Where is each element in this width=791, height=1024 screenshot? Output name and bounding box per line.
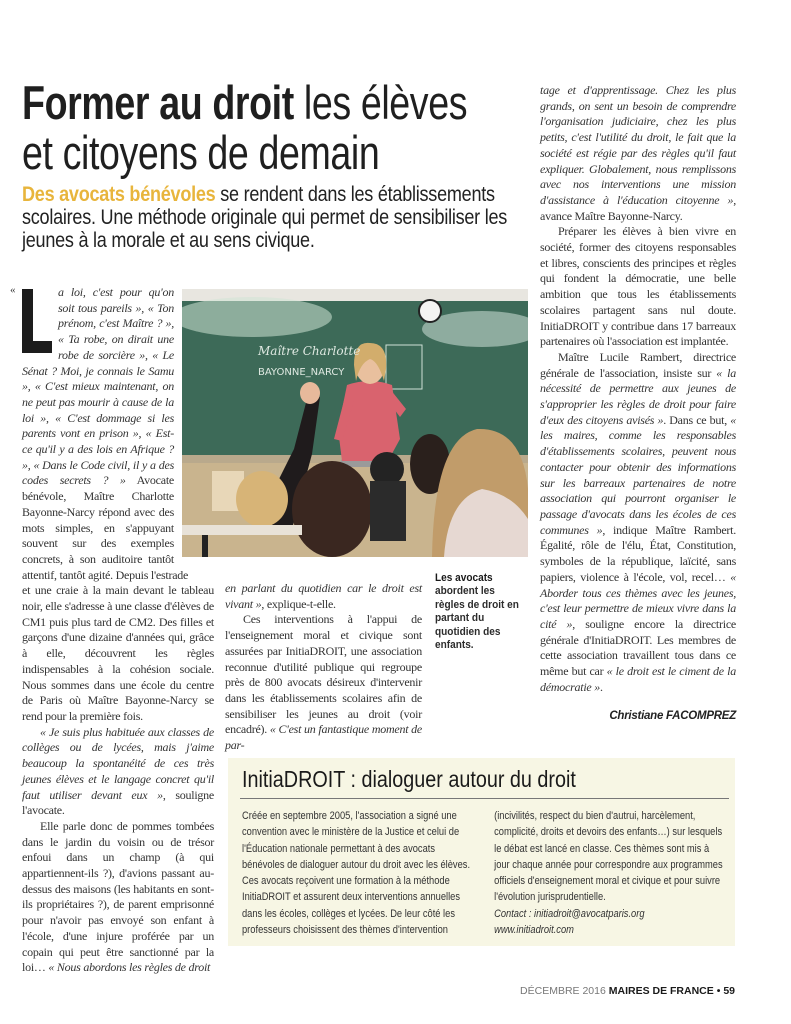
body-text: et une craie à la main devant le tableau noir, elle s'adresse à une classe d'élèves de CM1 puis plus tard de CM2. Des filles et garçons d'une dizaine d'années qui, grâce à elle, découvrent les règles indispensables à la cohésion sociale. Nous sommes dans une école du centre de Paris où Maître Bayonne-Narcy se rend pour la première fois. <box>22 583 214 723</box>
sidebar-divider <box>240 798 729 799</box>
article-column-right <box>540 83 736 725</box>
standfirst <box>22 183 518 252</box>
body-text: , souligne l'avocate. <box>22 787 214 818</box>
headline-bold: Former au droit <box>22 76 294 129</box>
quote-text: « C'est un fantastique moment de par- <box>225 722 422 753</box>
classroom-photo <box>182 289 528 557</box>
body-text: Avocate bénévole, Maître Charlotte Bayonne-Narcy répond avec des mots simples, en s'appuyant souvent sur des exemples concrets, à son auditoire tantôt attentif, tantôt agité. Depuis l'estrade <box>22 473 189 582</box>
chalk-text-2: BAYONNE_NARCY <box>258 367 345 378</box>
quote-text: « le droit est le ciment de la démocratie » <box>540 664 736 694</box>
body-text: , souligne encore la directrice générale d'InitiaDROIT. Les membres de cette association travaillent tous dans ce même but car <box>540 616 736 679</box>
footer-separator: • <box>716 985 721 997</box>
body-text: Elle parle donc de pommes tombées dans le jardin du voisin ou de trésor enfoui dans un champ (à qui appartiennent-ils ?), d'avions passant au-dessus des maisons (les habitants en sont-ils propriétaires ?), de parent emprisonné pour n'avoir pas envoyé son enfant à l'école, d'une injure proférée par un copain qui peut être sanctionné par la loi… <box>22 818 214 975</box>
sidebar-body <box>242 808 724 938</box>
opening-quote: « <box>10 284 16 296</box>
standfirst-text: se rendent dans les établissements scolaires. Une méthode originale qui permet de sensibiliser les jeunes à la morale et au sens civique. <box>22 182 508 252</box>
caption-text: abordent les règles de droit en partant du quotidien des enfants. <box>435 585 519 652</box>
sidebar-contact-email[interactable]: Contact : initiadroit@avocatparis.org <box>494 907 645 920</box>
sidebar-box <box>228 758 735 946</box>
article-text <box>225 581 422 754</box>
page-footer <box>505 985 735 997</box>
caption-lead: Les avocats <box>435 572 493 584</box>
drop-cap-l <box>22 289 52 353</box>
body-text: , indique Maître Rambert. Égalité, rôle de l'élu, État, Constitution, symboles de la république, laïcité, sans papiers, violence à l'école, vol, recel… <box>540 522 736 584</box>
footer-magazine: MAIRES DE FRANCE <box>608 985 714 997</box>
body-text: . Dans ce but, <box>663 412 731 427</box>
chalk-text-1: Maître Charlotte <box>258 344 361 358</box>
article-paragraph <box>540 350 736 695</box>
body-text: . <box>599 679 603 694</box>
quote-text: « les maires, comme les responsables d'établissements scolaires, peuvent nous contacter pour obtenir des informations sur les barreaux partenaires de notre association qui pourront organiser le passage d'avocats dans les écoles de ces communes » <box>540 412 736 537</box>
quote-text: « Aborder tous ces thèmes avec les jeunes, c'est leur permettre de mieux vivre dans la cité » <box>540 569 736 631</box>
article-text <box>22 583 214 976</box>
author-signature: Christiane FACOMPREZ <box>609 710 736 723</box>
article-column-middle <box>225 581 422 754</box>
body-text: Préparer les élèves à bien vivre en société, former des citoyens responsables et libres, conscients des principes et règles qui fondent la démocratie, une belle ambition que tous les établissements scolaires partagent sans nul doute. InitiaDROIT y contribue dans 17 barreaux partenaires où l'association est implantée. <box>540 224 736 349</box>
quote-text: « la nécessité de permettre aux jeunes de s'approprier les règles de droit pour faire d'eux des citoyens avisés » <box>540 365 736 427</box>
body-text: , explique-t-elle. <box>261 596 336 611</box>
quote-text: « Je suis plus habituée aux classes de collèges ou de lycées, mais j'aime beaucoup la spontanéité de ces très jeunes élèves et le langage concret qu'il faut utiliser devant eux » <box>22 724 214 802</box>
body-text: , avance Maître Bayonne-Narcy. <box>540 192 736 223</box>
headline-line2: et citoyens de demain <box>22 126 380 179</box>
article-paragraph <box>540 83 736 224</box>
sidebar-text: Créée en septembre 2005, l'association a signé une convention avec le ministère de la Justice et celui de l'Éducation nationale permettant à des avocats bénévoles de dialoguer autour du droit avec les élèves. Ces avocats reçoivent une formation à la méthode InitiaDROIT et assurent deux interventions annuelles dans les écoles, collèges et lycées. De leur côté les professeurs choisissent des thèmes d'intervention (incivilités, respect du bien d'autrui, harcèlement, complicité, droits et devoirs des enfants…) sur lesquels le débat est lancé en classe. Ces thèmes sont mis à jour chaque année pour correspondre aux programmes officiels d'enseignement moral et civique et pour suivre l'évolution jurisprudentielle. <box>242 810 723 937</box>
body-text: Ces interventions à l'appui de l'enseignement moral et civique sont assurées par InitiaDROIT, une association reconnue d'utilité publique qui regroupe près de 800 avocats désireux d'intervenir dans les établissements scolaires afin de sensibiliser les jeunes au droit (voir encadré). <box>225 612 422 737</box>
headline-regular: les élèves <box>293 76 468 129</box>
article-paragraph <box>225 581 422 612</box>
wall-clock <box>419 300 441 322</box>
quote-text: en parlant du quotidien car le droit est vivant » <box>225 581 422 611</box>
sidebar-website-link[interactable]: www.initiadroit.com <box>494 924 574 937</box>
article-paragraph <box>22 725 214 819</box>
article-paragraph <box>540 224 736 350</box>
article-paragraph <box>22 583 214 724</box>
quote-text: a loi, c'est pour qu'on soit tous pareils », « Ton prénom, c'est Maître ? », « Ta robe, on dirait une robe de sorcière », « Le Sénat ? Moi, je connais le Samu », « C'est mieux maintenant, on ne peut pas mourir à cause de la loi », « C'est dommage si les parents vont en prison », « Est-ce qu'il y a des lois en Afrique ? », « Dans le Code civil, il y a des codes secrets ? » <box>22 285 174 488</box>
headline <box>22 78 467 178</box>
body-text: Maître Lucile Rambert, directrice générale de l'association, insiste sur <box>540 349 736 380</box>
footer-page-number: 59 <box>723 985 735 997</box>
footer-date: DÉCEMBRE 2016 <box>520 985 606 997</box>
article-text <box>540 83 736 695</box>
article-paragraph <box>22 819 214 976</box>
photo-caption <box>435 572 521 652</box>
quote-text: « Nous abordons les règles de droit <box>48 960 211 975</box>
sidebar-title: InitiaDROIT : dialoguer autour du droit <box>242 766 576 792</box>
article-paragraph <box>225 612 422 753</box>
quote-text: tage et d'apprentissage. Chez les plus grands, on sent un besoin de comprendre l'organisation judiciaire, chez les plus petits, c'est l'utilité du droit, le fait que la société est régie par des règles qu'il faut expliquer. Globalement, nous remplissons avec nos interventions une mission d'assistance à l'éducation citoyenne » <box>540 83 736 207</box>
standfirst-highlight: Des avocats bénévoles <box>22 182 216 206</box>
